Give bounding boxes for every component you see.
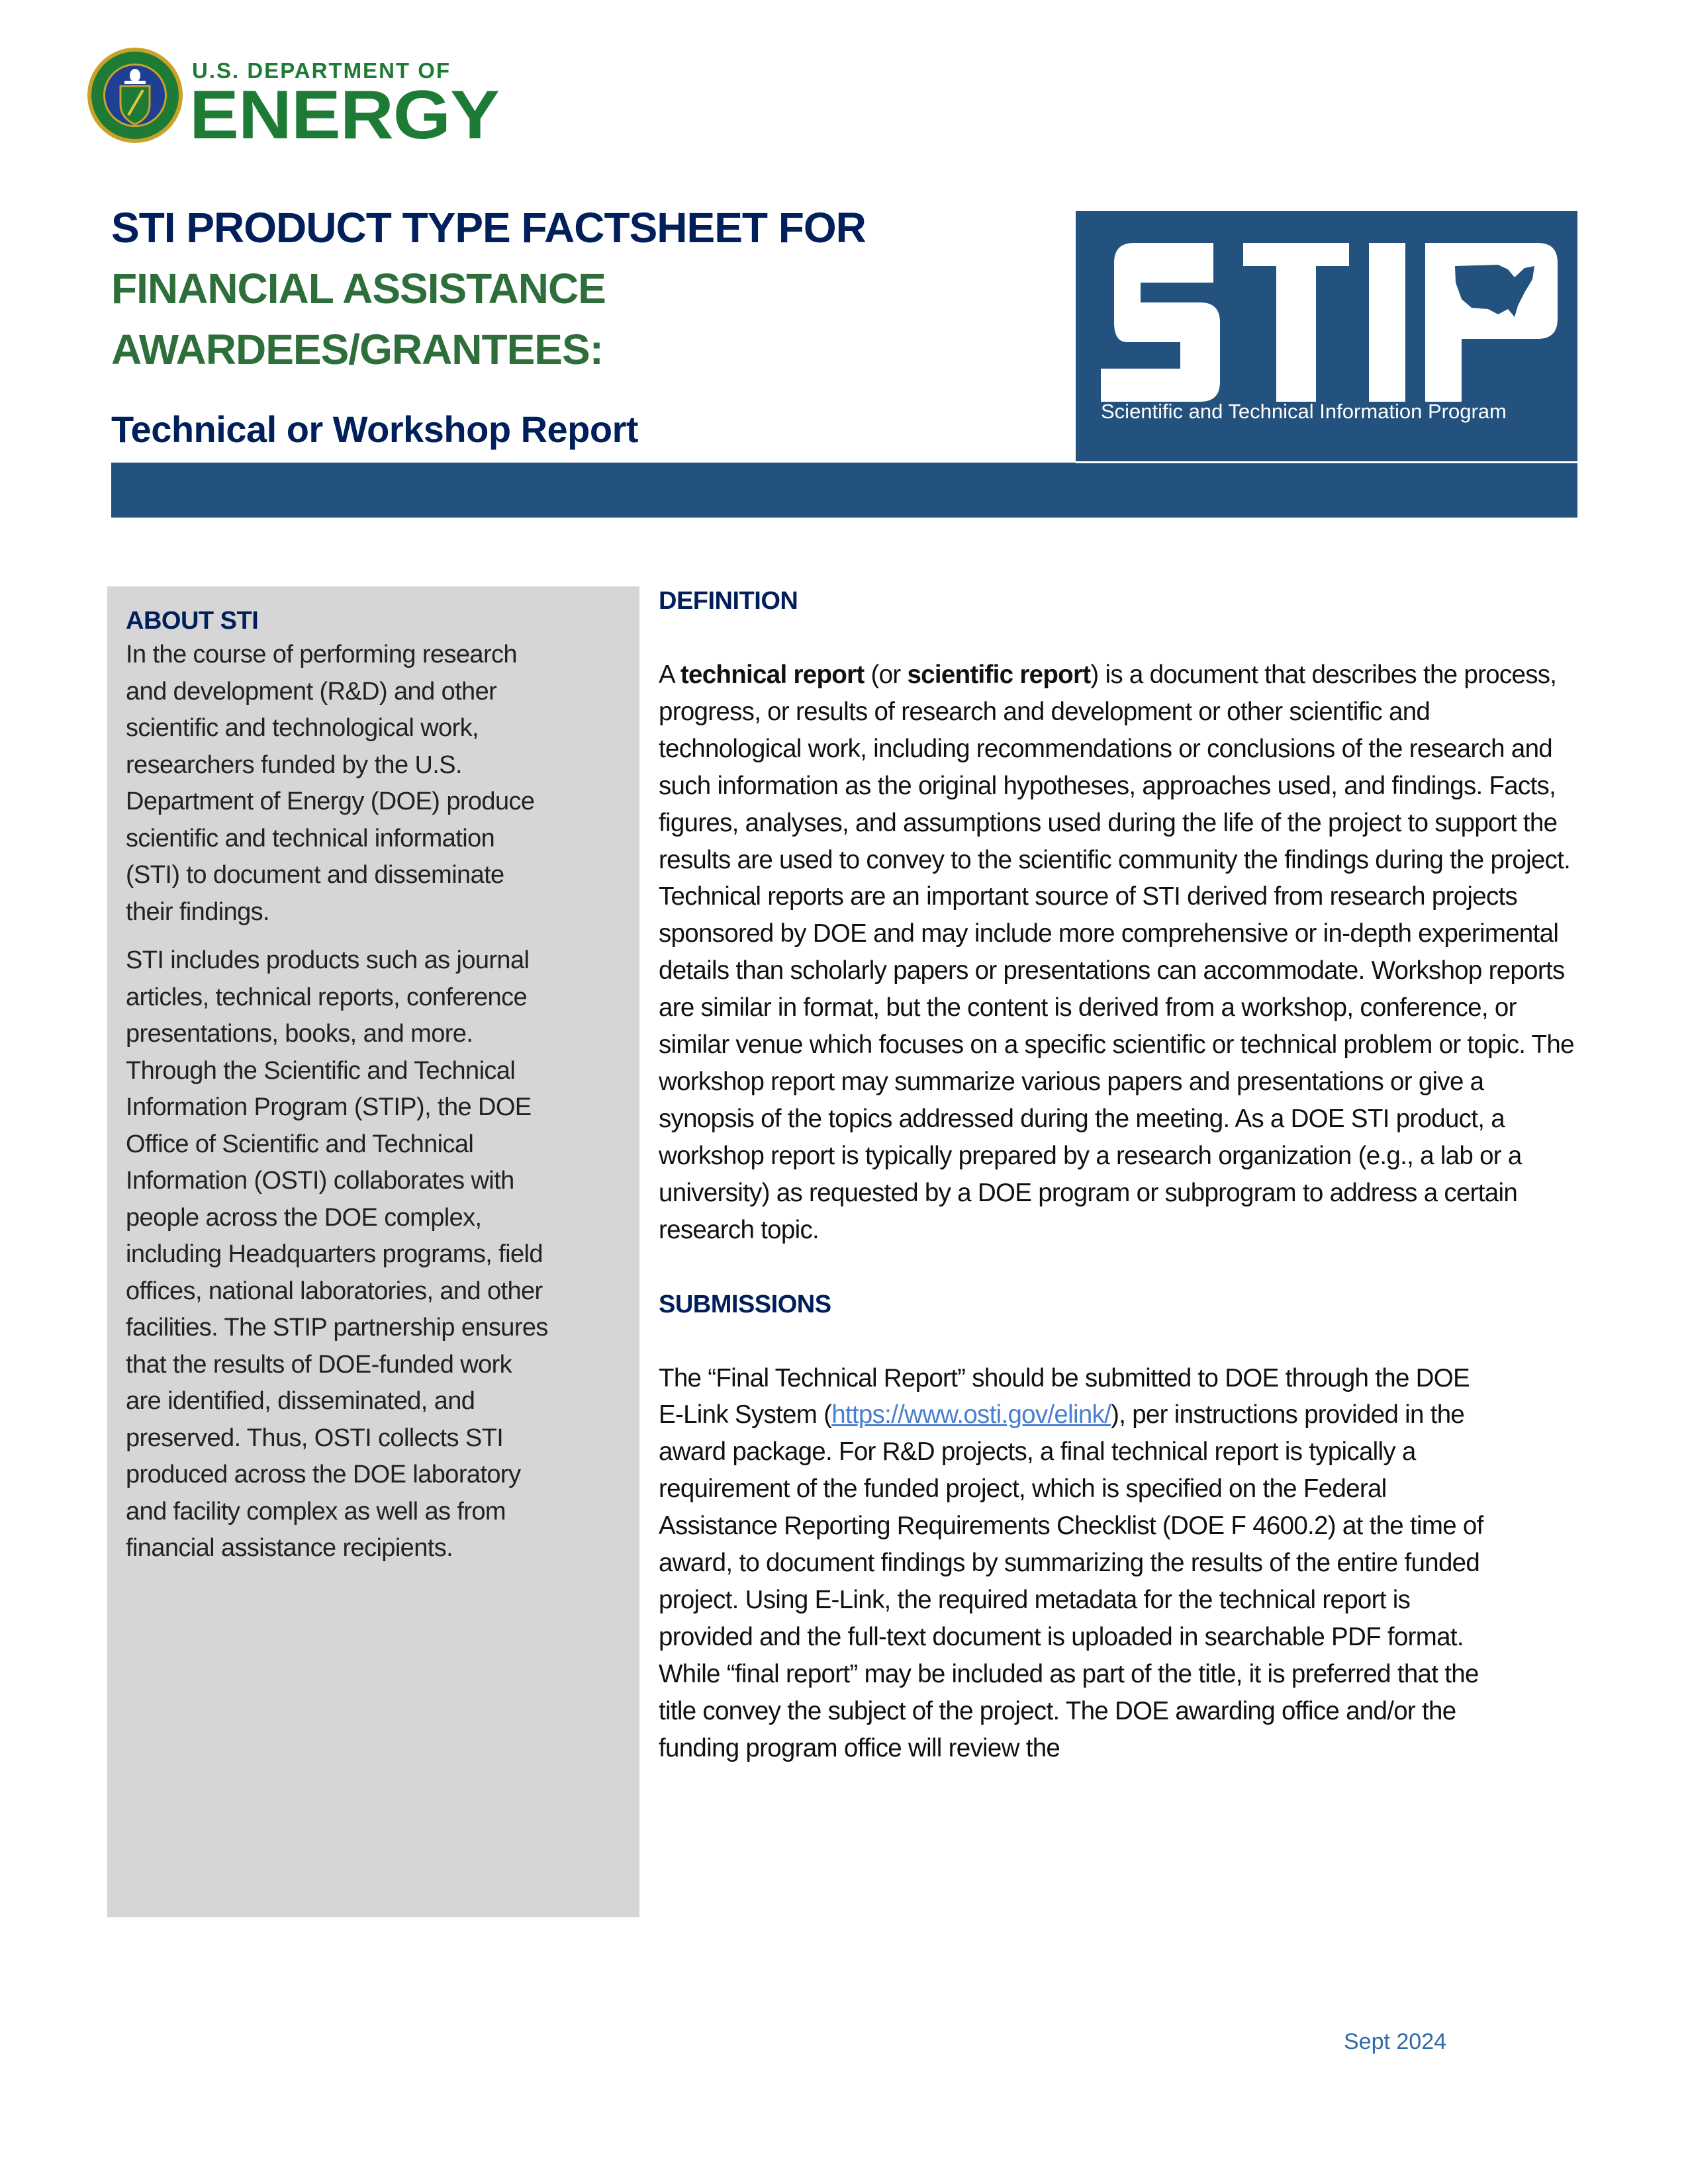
submissions-text-after-link: ), per instructions provided in the award package. For R&D projects, a final technical report is typically a requirement of the funded project, which is specified on the Federal Assistance Reporting Requirements Checklist (DOE F 4600.2) at the time of award, to document findings by summarizing the results of the entire funded project. Using E-Link, the required metadata for the technical report is provided and the full-text document is uploaded in searchable PDF format. While “final report” may be included as part of the title, it is preferred that the title convey the subject of the project. The DOE awarding office and/or the funding program office will review the <box>659 1400 1483 1762</box>
term-scientific-report: scientific report <box>907 660 1091 689</box>
title-line-1: STI PRODUCT TYPE FACTSHEET FOR <box>111 204 866 251</box>
about-sti-sidebar <box>107 586 639 1917</box>
doe-seal-icon <box>86 46 184 144</box>
doe-logo <box>86 46 499 154</box>
definition-paragraph <box>659 657 1579 1249</box>
header-bar <box>111 463 1577 518</box>
elink-url-link[interactable]: https://www.osti.gov/elink/ <box>831 1400 1111 1430</box>
header-divider <box>1076 461 1577 463</box>
main-content <box>659 582 1579 1766</box>
page-title <box>111 197 1051 380</box>
title-line-3: AWARDEES/GRANTEES: <box>111 326 603 373</box>
stip-caption: Scientific and Technical Information Program <box>1101 400 1507 423</box>
sidebar-paragraph-2: STI includes products such as journal articles, technical reports, conference presentations, books, and more. Through the Scientific and Technical Information Program (STIP), the DOE Office of Scientific and Technical Information (OSTI) collaborates with people across the DOE complex, including Headquarters programs, field offices, national laboratories, and other facilities. The STIP partnership ensures that the results of DOE-funded work are identified, disseminated, and preserved. Thus, OSTI collects STI produced across the DOE laboratory and facility complex as well as from financial assistance recipients. <box>126 946 548 1562</box>
doe-department-line: U.S. DEPARTMENT OF <box>192 58 451 83</box>
footer-date: Sept 2024 <box>1344 2029 1447 2054</box>
sidebar-paragraph-1: In the course of performing research and development (R&D) and other scientific and technological work, researchers funded by the U.S. Department of Energy (DOE) produce scientific and technical information (STI) to document and disseminate their findings. <box>126 641 535 926</box>
term-technical-report: technical report <box>680 660 865 689</box>
title-line-2: FINANCIAL ASSISTANCE <box>111 265 606 312</box>
definition-intro-b: (or <box>864 660 908 689</box>
definition-intro-a: A <box>659 660 680 689</box>
doe-agency-name: ENERGY <box>189 77 499 154</box>
sidebar-heading: ABOUT STI <box>126 607 259 635</box>
page-subtitle: Technical or Workshop Report <box>111 408 639 450</box>
submissions-heading: SUBMISSIONS <box>659 1290 831 1318</box>
definition-body: ) is a document that describes the process, progress, or results of research and development or other scientific and technological work, including recommendations or conclusions of the research and such information as the original hypotheses, approaches used, and findings. Facts, figures, analyses, and assumptions used during the life of the project to support the results are used to convey to the scientific community the findings during the project. Technical reports are an important source of STI derived from research projects sponsored by DOE and may include more comprehensive or in-depth experimental details than scholarly papers or presentations can accommodate. Workshop reports are similar in format, but the content is derived from a workshop, conference, or similar venue which focuses on a specific scientific or technical problem or topic. The workshop report may summarize various papers and presentations or give a synopsis of the topics addressed during the meeting. As a DOE STI product, a workshop report is typically prepared by a research organization (e.g., a lab or a university) as requested by a DOE program or subprogram to address a certain research topic. <box>659 660 1574 1244</box>
definition-heading: DEFINITION <box>659 587 798 615</box>
stip-logo <box>1076 211 1577 461</box>
stip-wordmark <box>1101 243 1558 402</box>
submissions-paragraph <box>659 1360 1493 1767</box>
submissions-text-before-link: The “Final Technical Report” should be submitted to DOE through the DOE E-Link System ( <box>659 1363 1470 1430</box>
